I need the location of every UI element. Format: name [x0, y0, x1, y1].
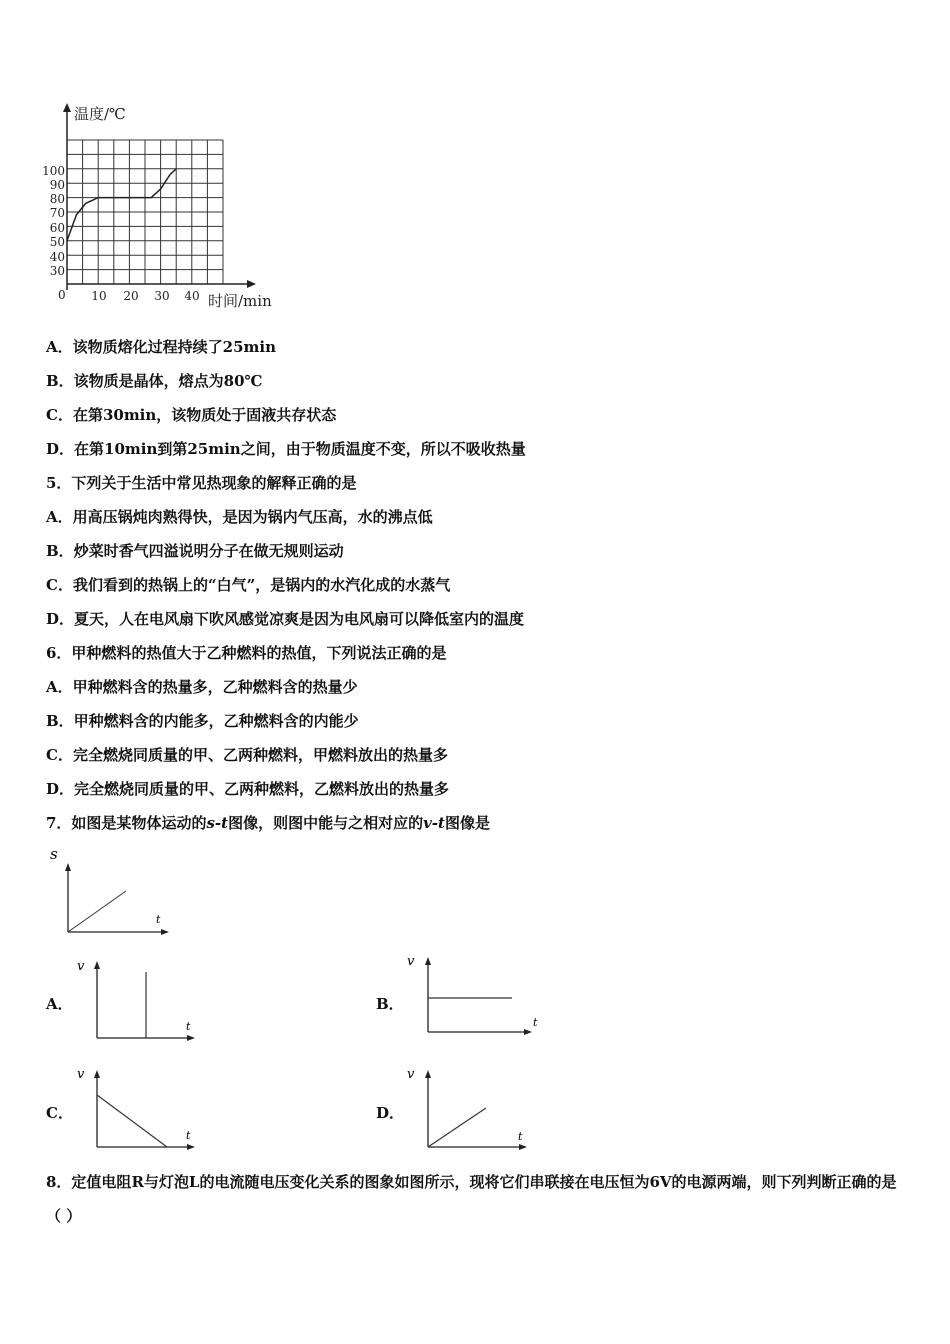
q4-option-a: A．该物质熔化过程持续了25min — [46, 338, 276, 356]
y-tick-label: 60 — [49, 221, 65, 235]
q7-option-d-label: D． — [376, 1104, 405, 1122]
q7-option-a-graph — [72, 953, 202, 1048]
t-label: t — [186, 1129, 191, 1142]
t-label: t — [533, 1016, 538, 1029]
x-tick-label: 30 — [154, 289, 170, 303]
st-graph-line — [68, 891, 126, 932]
q6-option-d: D．完全燃烧同质量的甲、乙两种燃料，乙燃料放出的热量多 — [46, 780, 450, 798]
q7-option-b-label: B． — [376, 995, 404, 1013]
q7-stem-suffix: 图像是 — [444, 814, 490, 832]
y-tick-label: 100 — [42, 164, 65, 178]
x-axis-arrow — [247, 280, 256, 288]
vt-line-increasing — [428, 1108, 486, 1147]
x-tick-label: 20 — [123, 289, 139, 303]
y-tick-label: 30 — [49, 264, 65, 278]
y-tick-label: 70 — [49, 206, 65, 220]
vt-line-decreasing — [97, 1095, 167, 1147]
q7-stem-vt: v-t — [423, 814, 445, 832]
q7-option-d-graph — [402, 1062, 542, 1157]
st-graph — [46, 843, 176, 938]
q4-option-b: B．该物质是晶体，熔点为80℃ — [46, 372, 263, 390]
y-tick-label: 80 — [49, 192, 65, 206]
q6-stem: 6．甲种燃料的热值大于乙种燃料的热值，下列说法正确的是 — [46, 644, 447, 662]
q5-option-a: A．用高压锅炖肉熟得快，是因为锅内气压高，水的沸点低 — [46, 508, 433, 526]
x-tick-label: 10 — [91, 289, 107, 303]
y-tick-label: 50 — [49, 235, 65, 249]
v-label: v — [77, 1067, 85, 1082]
q5-option-d: D．夏天，人在电风扇下吹风感觉凉爽是因为电风扇可以降低室内的温度 — [46, 610, 525, 628]
q6-option-a: A．甲种燃料含的热量多，乙种燃料含的热量少 — [46, 678, 358, 696]
q5-option-b: B．炒菜时香气四溢说明分子在做无规则运动 — [46, 542, 344, 560]
temperature-time-graph — [40, 95, 300, 315]
y-axis-arrow — [63, 103, 71, 112]
q7-option-c-label: C． — [46, 1104, 73, 1122]
q7-stem — [46, 812, 490, 833]
y-axis-label: 温度/℃ — [74, 105, 126, 123]
q6-option-c: C．完全燃烧同质量的甲、乙两种燃料，甲燃料放出的热量多 — [46, 746, 448, 764]
st-graph-y-label: s — [50, 845, 58, 863]
y-tick-label: 40 — [49, 250, 65, 264]
q7-option-a-label: A． — [46, 995, 73, 1013]
q4-option-c: C．在第30min，该物质处于固液共存状态 — [46, 406, 337, 424]
q6-option-b: B．甲种燃料含的内能多，乙种燃料含的内能少 — [46, 712, 359, 730]
origin-label: 0 — [58, 288, 66, 302]
y-tick-label: 90 — [49, 178, 65, 192]
t-label: t — [518, 1130, 523, 1143]
q7-option-b-graph — [402, 948, 542, 1043]
q7-stem-middle: 图像，则图中能与之相对应的 — [228, 814, 424, 832]
temperature-curve — [67, 169, 176, 241]
st-graph-x-label: t — [156, 913, 161, 926]
v-label: v — [77, 959, 85, 974]
q7-stem-st: s-t — [206, 814, 229, 832]
q7-stem-prefix: 7．如图是某物体运动的 — [46, 814, 207, 832]
q5-option-c: C．我们看到的热锅上的“白气”，是锅内的水汽化成的水蒸气 — [46, 576, 451, 594]
t-label: t — [186, 1020, 191, 1033]
x-axis-label: 时间/min — [208, 292, 272, 310]
v-label: v — [407, 1067, 415, 1082]
q8-stem: 8．定值电阻R与灯泡L的电流随电压变化关系的图象如图所示，现将它们串联接在电压恒为6V的电源两端，则下列判断正确的是（ ） — [46, 1173, 897, 1225]
v-label: v — [407, 954, 415, 969]
q7-option-c-graph — [72, 1062, 212, 1157]
x-tick-label: 40 — [184, 289, 200, 303]
q5-stem: 5．下列关于生活中常见热现象的解释正确的是 — [46, 474, 357, 492]
q4-option-d: D．在第10min到第25min之间，由于物质温度不变，所以不吸收热量 — [46, 440, 526, 458]
